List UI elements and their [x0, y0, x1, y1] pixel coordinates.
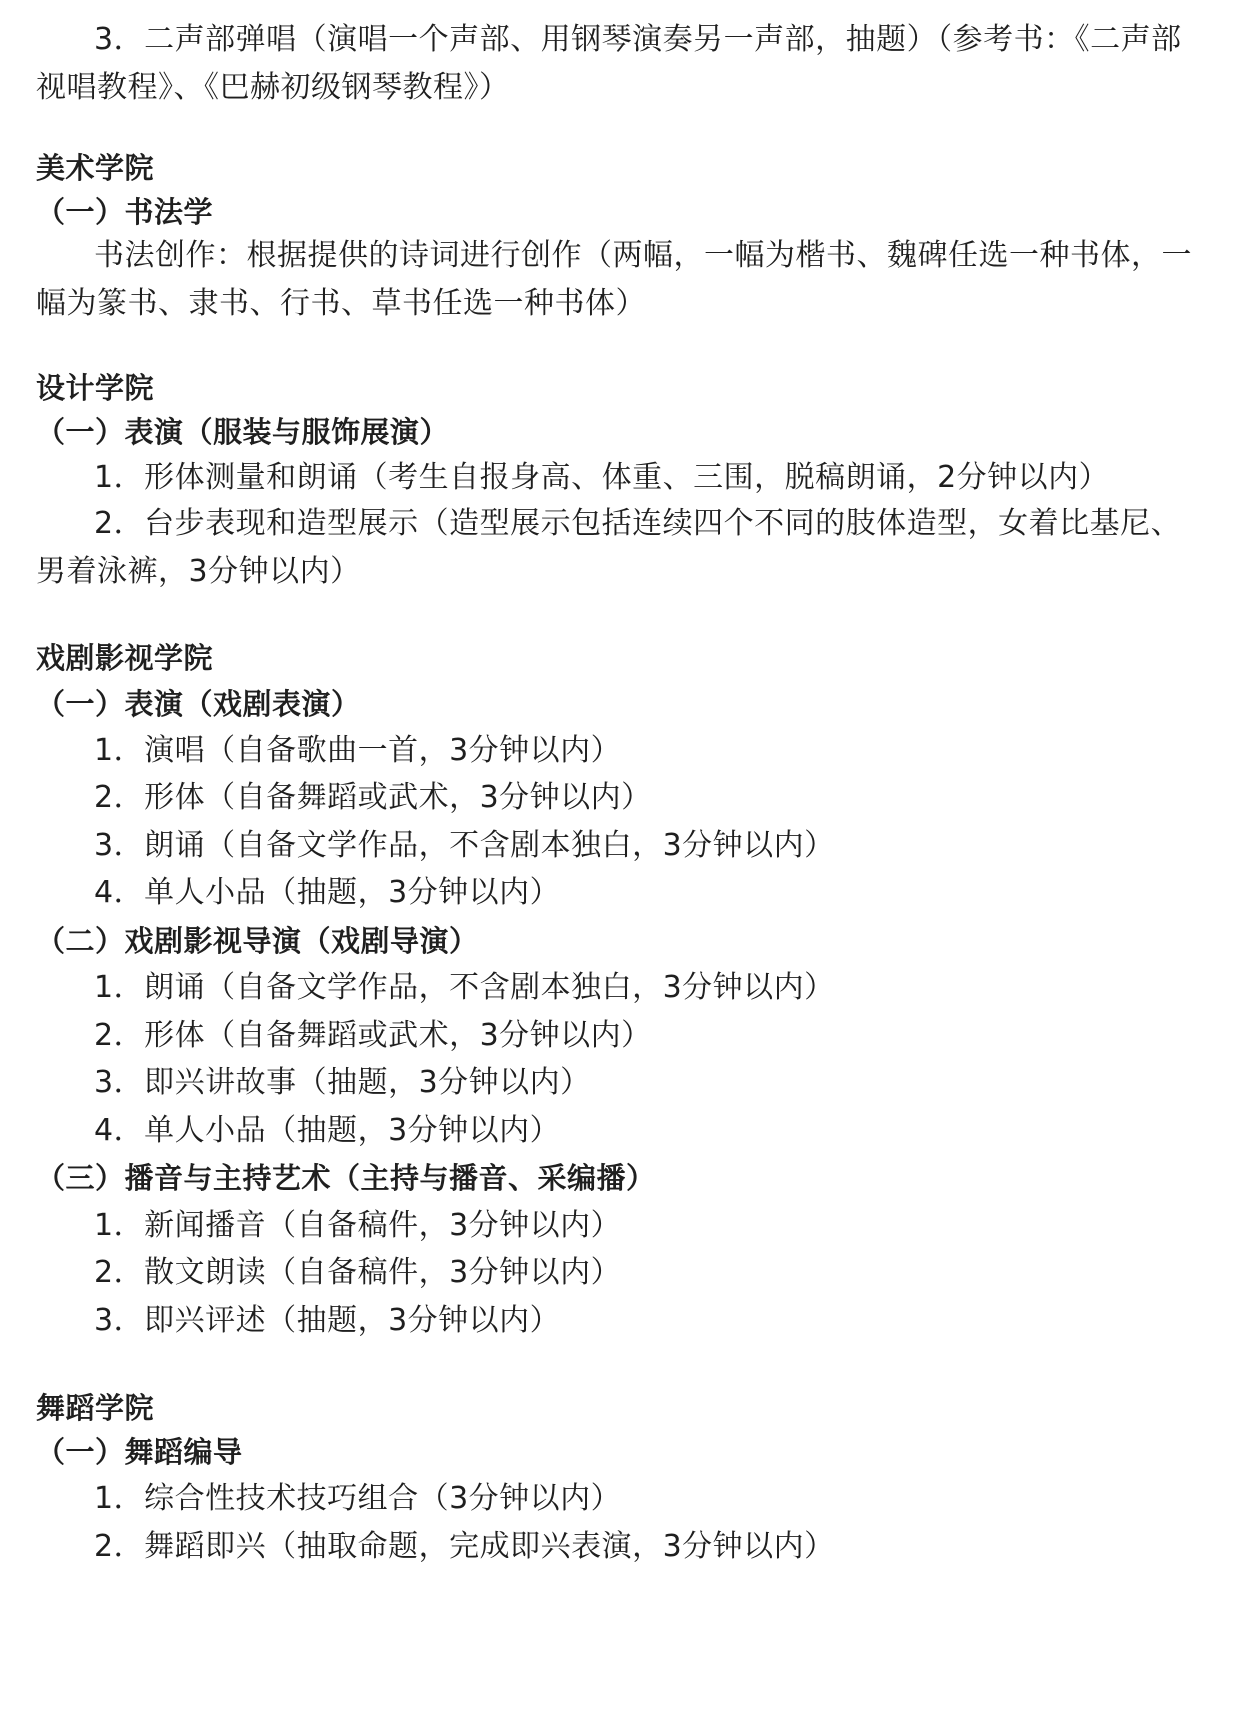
shufa-description: 书法创作：根据提供的诗词进行创作（两幅，一幅为楷书、魏碑任选一种书体，一幅为篆书、隶书、行书、草书任选一种书体）: [36, 238, 1192, 321]
list-item: 4．单人小品（抽题，3分钟以内）: [94, 1113, 561, 1148]
intro-item-3: 3．二声部弹唱（演唱一个声部、用钢琴演奏另一声部，抽题）（参考书：《二声部视唱教程》、《巴赫初级钢琴教程》）: [36, 22, 1182, 105]
list-item: 3．朗诵（自备文学作品，不含剧本独白，3分钟以内）: [94, 828, 835, 863]
section-title-xiju: 戏剧影视学院: [36, 641, 214, 675]
list-item: 1．新闻播音（自备稿件，3分钟以内）: [94, 1208, 622, 1243]
list-item: 3．即兴讲故事（抽题，3分钟以内）: [94, 1065, 591, 1100]
sheji-item-1: 1．形体测量和朗诵（考生自报身高、体重、三围，脱稿朗诵，2分钟以内）: [94, 460, 1110, 495]
subsection-shufa: （一）书法学: [36, 195, 214, 229]
section-title-sheji: 设计学院: [36, 371, 155, 405]
subsection-xiju-daoyan: （二）戏剧影视导演（戏剧导演）: [36, 924, 479, 958]
list-item: 2．散文朗读（自备稿件，3分钟以内）: [94, 1255, 622, 1290]
subsection-biaoyan-fuzhuang: （一）表演（服装与服饰展演）: [36, 415, 450, 449]
subsection-xiju-biaoyan: （一）表演（戏剧表演）: [36, 687, 361, 721]
list-item: 3．即兴评述（抽题，3分钟以内）: [94, 1303, 561, 1338]
sheji-item-2: 2．台步表现和造型展示（造型展示包括连续四个不同的肢体造型，女着比基尼、男着泳裤，3分钟以内）: [36, 506, 1182, 589]
section-title-meishu: 美术学院: [36, 151, 155, 185]
list-item: 1．演唱（自备歌曲一首，3分钟以内）: [94, 733, 622, 768]
list-item: 2．形体（自备舞蹈或武术，3分钟以内）: [94, 780, 652, 815]
list-item: 2．舞蹈即兴（抽取命题，完成即兴表演，3分钟以内）: [94, 1529, 835, 1564]
subsection-boyin-zhuchi: （三）播音与主持艺术（主持与播音、采编播）: [36, 1161, 656, 1195]
list-item: 1．朗诵（自备文学作品，不含剧本独白，3分钟以内）: [94, 970, 835, 1005]
list-item: 2．形体（自备舞蹈或武术，3分钟以内）: [94, 1018, 652, 1053]
list-item: 1．综合性技术技巧组合（3分钟以内）: [94, 1481, 622, 1516]
subsection-wudao-biandao: （一）舞蹈编导: [36, 1435, 243, 1469]
list-item: 4．单人小品（抽题，3分钟以内）: [94, 875, 561, 910]
section-title-wudao: 舞蹈学院: [36, 1391, 155, 1425]
